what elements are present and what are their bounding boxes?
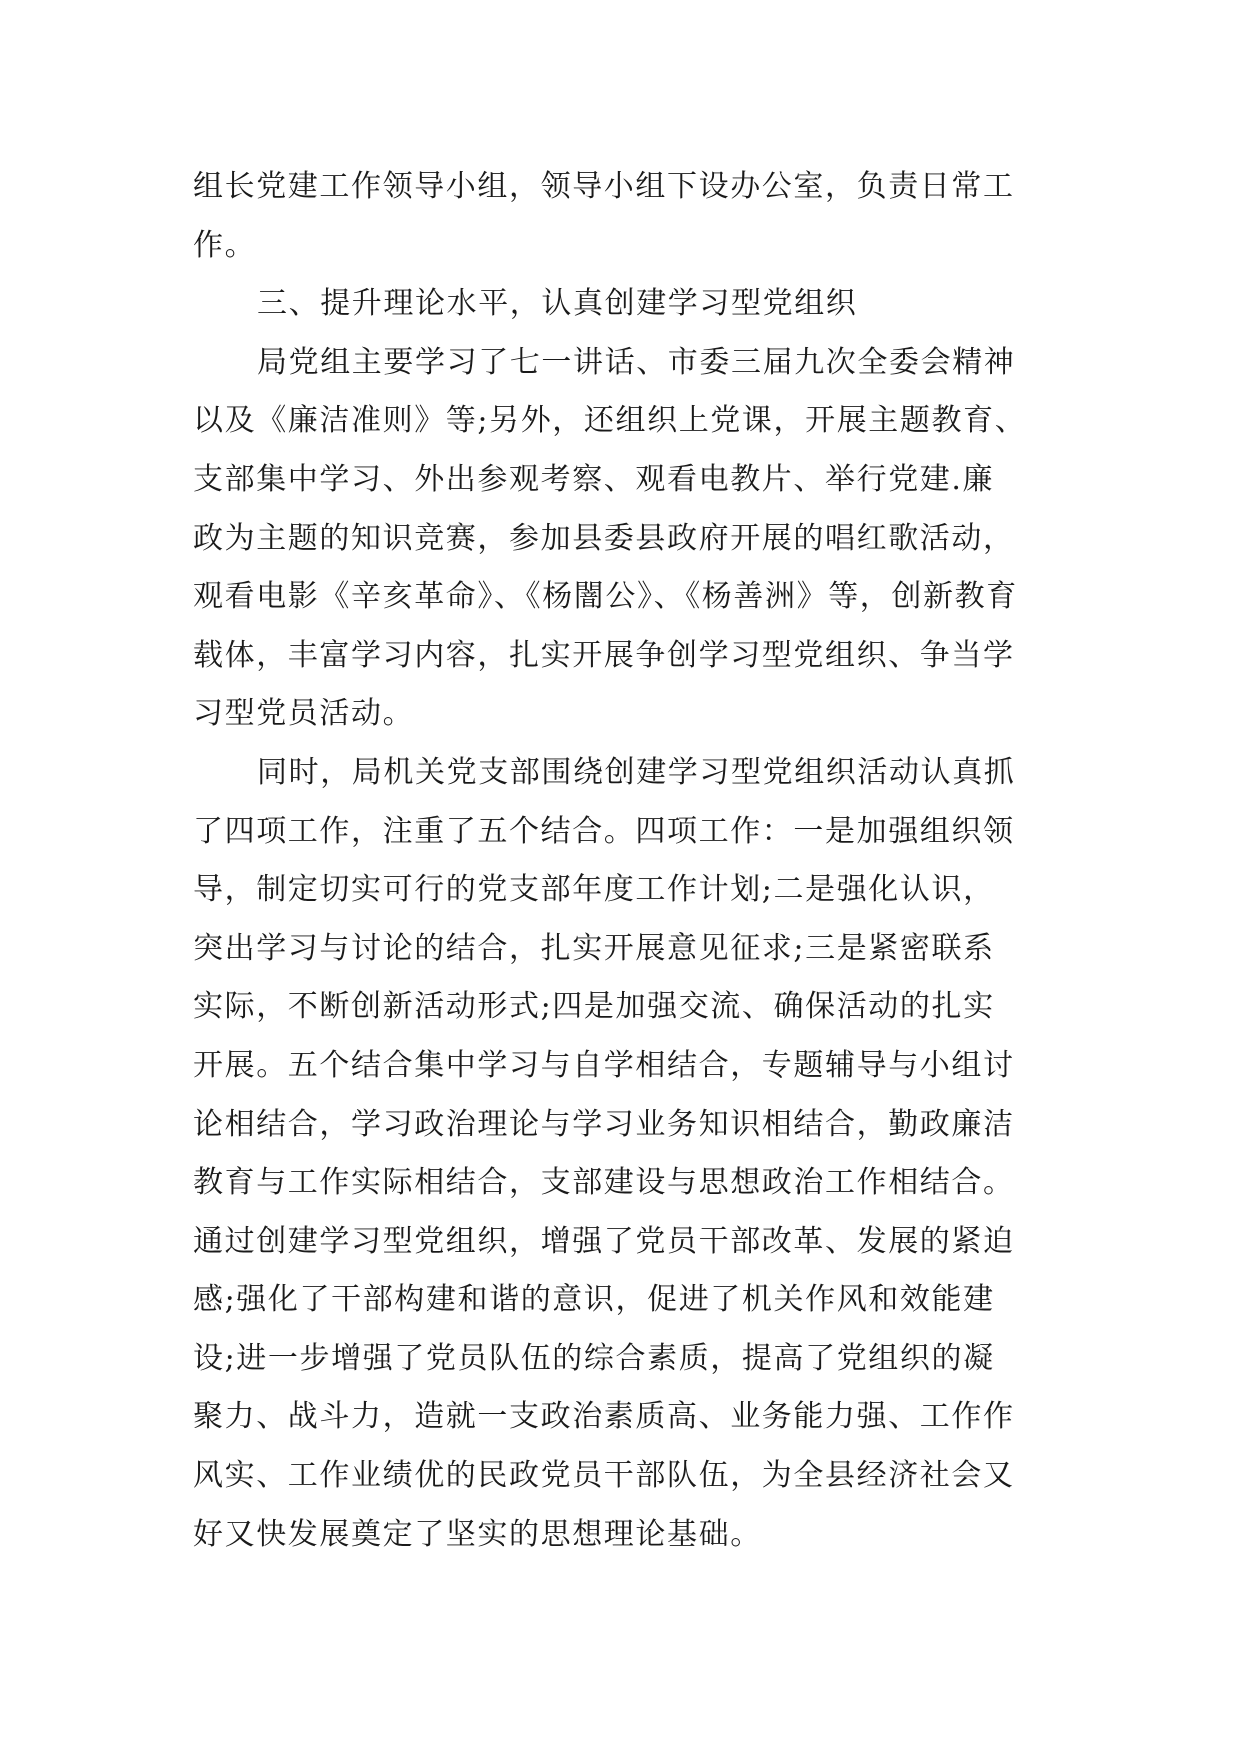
- text-line: 支部集中学习、外出参观考察、观看电教片、举行党建.廉: [193, 461, 995, 497]
- text-line: 论相结合，学习政治理论与学习业务知识相结合，勤政廉洁: [193, 1106, 1015, 1142]
- text-line: 观看电影《辛亥革命》、《杨闇公》、《杨善洲》等，创新教育: [193, 579, 1018, 615]
- text-line: 组长党建工作领导小组，领导小组下设办公室，负责日常工: [193, 169, 1015, 204]
- text-line: 同时，局机关党支部围绕创建学习型党组织活动认真抓: [257, 754, 1016, 790]
- text-line: 载体，丰富学习内容，扎实开展争创学习型党组织、争当学: [193, 637, 1015, 673]
- paragraph: [193, 275, 1053, 334]
- text-line: 开展。五个结合集中学习与自学相结合，专题辅导与小组讨: [193, 1047, 1015, 1083]
- paragraph: [193, 158, 1053, 275]
- text-line: 政为主题的知识竞赛，参加县委县政府开展的唱红歌活动，: [193, 520, 1015, 556]
- text-line: 局党组主要学习了七一讲话、市委三届九次全委会精神: [257, 344, 1016, 380]
- text-line: 导，制定切实可行的党支部年度工作计划;二是强化认识，: [193, 872, 995, 908]
- text-line: 教育与工作实际相结合，支部建设与思想政治工作相结合。: [193, 1165, 1015, 1201]
- text-line: 设;进一步增强了党员队伍的综合素质，提高了党组织的凝: [193, 1340, 995, 1376]
- text-line: 好又快发展奠定了坚实的思想理论基础。: [193, 1516, 762, 1552]
- text-line: 实际，不断创新活动形式;四是加强交流、确保活动的扎实: [193, 989, 995, 1025]
- text-line: 风实、工作业绩优的民政党员干部队伍，为全县经济社会又: [193, 1458, 1015, 1494]
- text-line: 聚力、战斗力，造就一支政治素质高、业务能力强、工作作: [193, 1399, 1015, 1435]
- document-body: [193, 158, 1053, 1564]
- text-line: 习型党员活动。: [193, 696, 415, 732]
- text-line: 三、提升理论水平，认真创建学习型党组织: [257, 286, 858, 322]
- text-line: 了四项工作，注重了五个结合。四项工作：一是加强组织领: [193, 813, 1015, 849]
- text-line: 作。: [193, 227, 257, 263]
- text-line: 感;强化了干部构建和谐的意识，促进了机关作风和效能建: [193, 1282, 995, 1318]
- text-line: 以及《廉洁准则》等;另外，还组织上党课，开展主题教育、: [193, 403, 1027, 439]
- text-line: 通过创建学习型党组织，增强了党员干部改革、发展的紧迫: [193, 1223, 1015, 1259]
- paragraph: [193, 744, 1053, 1564]
- paragraph: [193, 334, 1053, 744]
- text-line: 突出学习与讨论的结合，扎实开展意见征求;三是紧密联系: [193, 930, 995, 966]
